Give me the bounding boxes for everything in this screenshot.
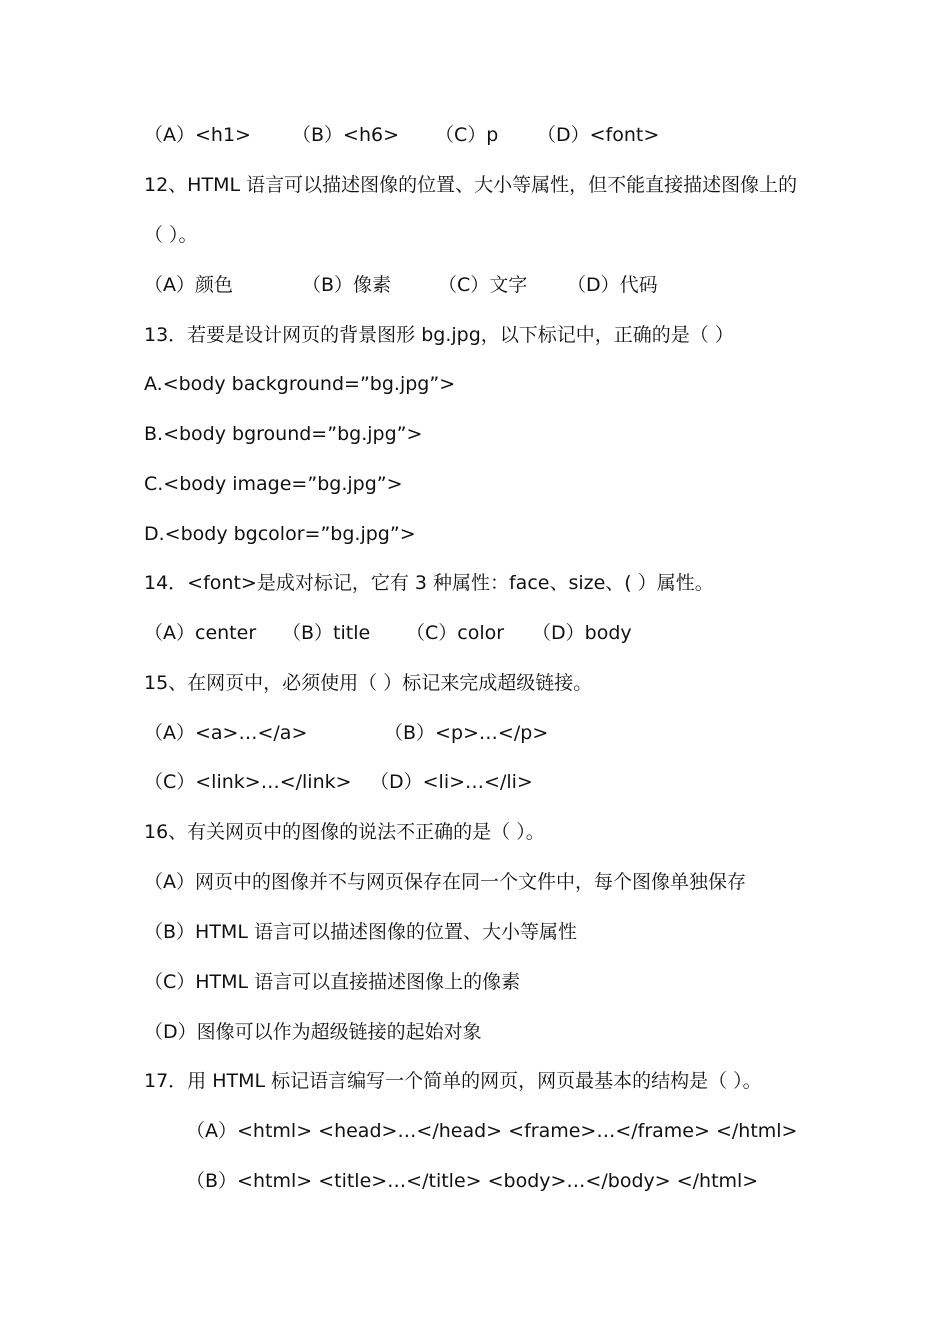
q17-option-a: （A）<html> <head>…</head> <frame>…</frame> </html> xyxy=(186,1120,798,1142)
q15-option-a: （A）<a>…</a> xyxy=(144,722,308,744)
q17-question: 17．用 HTML 标记语言编写一个简单的网页，网页最基本的结构是（ ）。 xyxy=(144,1070,762,1092)
q11-option-c: （C）p xyxy=(435,124,499,146)
q14-option-b: （B）title xyxy=(282,622,371,644)
q16-option-c: （C）HTML 语言可以直接描述图像上的像素 xyxy=(144,971,521,993)
q13-option-c: C.<body image=”bg.jpg”> xyxy=(144,473,403,495)
q12-question: 12、HTML 语言可以描述图像的位置、大小等属性，但不能直接描述图像上的 xyxy=(144,174,798,196)
q16-option-b: （B）HTML 语言可以描述图像的位置、大小等属性 xyxy=(144,921,577,943)
q13-option-b: B.<body bground=”bg.jpg”> xyxy=(144,423,423,445)
q14-question: 14．<font>是成对标记，它有 3 种属性：face、size、( ）属性。 xyxy=(144,572,714,594)
q15-question: 15、在网页中，必须使用（ ）标记来完成超级链接。 xyxy=(144,672,593,694)
q12-option-c: （C）文字 xyxy=(438,274,528,296)
q16-option-d: （D）图像可以作为超级链接的起始对象 xyxy=(144,1021,482,1043)
q11-option-d: （D）<font> xyxy=(537,124,660,146)
q16-question: 16、有关网页中的图像的说法不正确的是（ ）。 xyxy=(144,821,545,843)
q15-option-b: （B）<p>…</p> xyxy=(384,722,549,744)
q14-option-c: （C）color xyxy=(406,622,505,644)
q15-option-d: （D）<li>…</li> xyxy=(370,771,533,793)
q12-option-a: （A）颜色 xyxy=(144,274,233,296)
q12-option-b: （B）像素 xyxy=(302,274,392,296)
q11-option-a: （A）<h1> xyxy=(144,124,251,146)
q14-option-d: （D）body xyxy=(532,622,632,644)
q14-option-a: （A）center xyxy=(144,622,257,644)
q12-question-continued: （ ）。 xyxy=(144,224,198,246)
q13-question: 13．若要是设计网页的背景图形 bg.jpg，以下标记中，正确的是（ ） xyxy=(144,324,734,346)
q15-option-c: （C）<link>…</link> xyxy=(144,771,352,793)
q13-option-a: A.<body background=”bg.jpg”> xyxy=(144,373,456,395)
q16-option-a: （A）网页中的图像并不与网页保存在同一个文件中，每个图像单独保存 xyxy=(144,871,746,893)
q17-option-b: （B）<html> <title>…</title> <body>…</body> </html> xyxy=(186,1170,759,1192)
q11-option-b: （B）<h6> xyxy=(292,124,400,146)
q12-option-d: （D）代码 xyxy=(567,274,658,296)
q13-option-d: D.<body bgcolor=”bg.jpg”> xyxy=(144,523,416,545)
